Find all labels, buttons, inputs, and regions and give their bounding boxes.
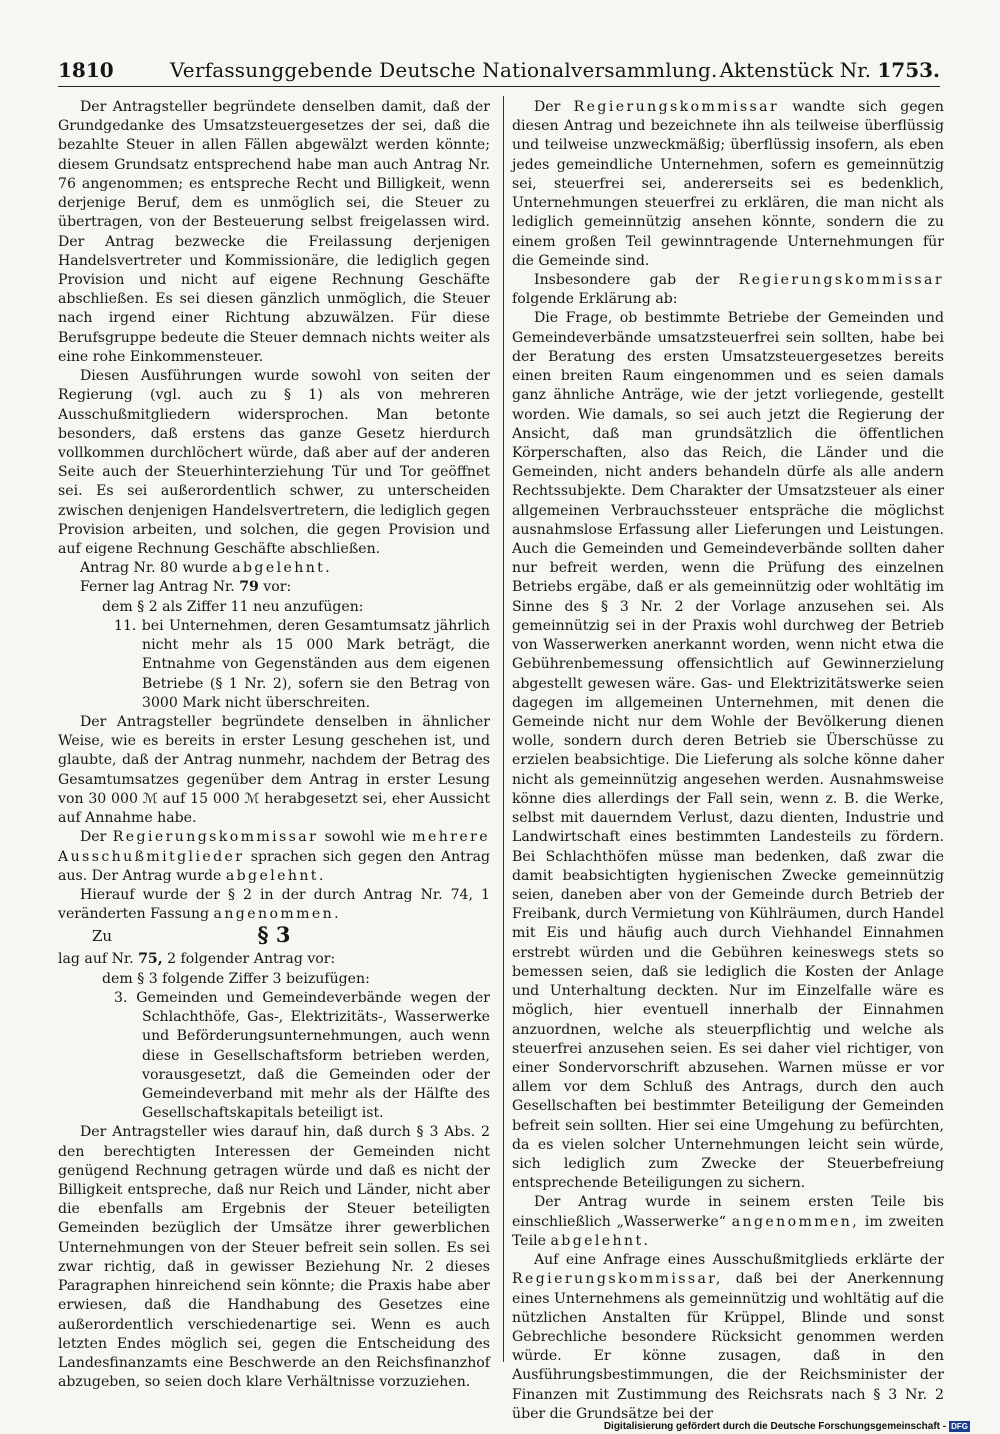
spaced-text: Regierungskommissar, <box>512 1271 723 1288</box>
right-column <box>512 98 944 1422</box>
document-number <box>720 58 940 82</box>
page-number: 1810 <box>58 58 114 82</box>
column-divider <box>503 96 504 1362</box>
text-run: Der <box>80 829 113 846</box>
paragraph: Diesen Ausführungen wurde sowohl von seiten der Regierung (vgl. auch zu § 1) als von mehreren Ausschußmitgliedern widersprochen. Man betonte besonders, daß erstens das ganze Gesetz hierdurch vollkommen durchlöchert würde, daß aber auf der anderen Seite auch der Steuerhinterziehung Tür und Tor geöffnet sei. Es sei außerordentlich schwer, zu unterscheiden zwischen denjenigen Handelsvertretern, die lediglich gegen Provision arbeiten, und solchen, die gegen Provision und auf eigene Rechnung Geschäfte abschließen. <box>58 368 490 558</box>
text-run: lag auf Nr. <box>58 951 139 968</box>
spaced-text: angenommen, <box>731 1213 860 1230</box>
left-column <box>58 98 490 1391</box>
paragraph <box>58 578 490 597</box>
text-run: Ferner lag Antrag Nr. <box>80 579 240 596</box>
text-run: sprachen sich gegen den Antrag aus. Der Antrag wurde <box>58 848 490 884</box>
text-run: Der Antrag wurde in seinem ersten Teile bis einschließlich „Wasserwerke“ <box>512 1194 944 1230</box>
text-run: folgende Erklärung ab: <box>512 291 678 308</box>
text-run: Hierauf wurde der § 2 in der durch Antrag Nr. 74, 1 veränderten Fassung <box>58 886 490 923</box>
text-run: wandte sich gegen diesen Antrag und bezeichnete ihn als teilweise überflüssig und teilweise unzweckmäßig; überflüssig insofern, als eben jedes gemeindliche Unternehmen, sofern es gemeinnützig sei, steuerfrei sei, andererseits sei es bedenklich, Unternehmungen steuerfrei zu erklären, die man nicht als lediglich gemeinnützig ansehen könnte, sondern die zu einem großen Teil gewinntragende Unternehmungen für die Gemeinde sind. <box>512 99 944 269</box>
motion-number: 79 <box>239 579 259 596</box>
paragraph: Der Antragsteller begründete denselben in ähnlicher Weise, wie es bereits in erster Lesung geschehen ist, und glaubte, daß der Antrag nunmehr, nachdem der Betrag des Gesamtumsatzes gegenüber dem Antrag in erster Lesung von 30 000 ℳ auf 15 000 ℳ herabgesetzt sei, eher Aussicht auf Annahme habe. <box>58 714 490 827</box>
header-rule <box>58 86 940 87</box>
motion-number: 75, <box>138 951 163 968</box>
text-run: sowohl wie <box>318 829 413 846</box>
paragraph: dem § 2 als Ziffer 11 neu anzufügen: <box>102 598 364 615</box>
document-number-value: 1753. <box>877 58 940 82</box>
text-run: Der <box>534 99 574 115</box>
paragraph <box>512 1193 944 1251</box>
section-title: § 3 <box>257 922 291 948</box>
document-label: Aktenstück Nr. <box>719 58 871 82</box>
text-run: Auf eine Anfrage eines Ausschußmitglieds erklärte der <box>534 1252 944 1269</box>
text-run: vor: <box>258 579 292 596</box>
spaced-text: angenommen. <box>213 906 341 923</box>
paragraph: Der Antragsteller begründete denselben damit, daß der Grundgedanke des Umsatzsteuergesetzes der sei, daß die bezahlte Steuer in allen Fällen abgewälzt werden könnte; diesem Grundsatz entsprechend habe man auch Antrag Nr. 76 angenommen; es entspreche Recht und Billigkeit, wenn derjenige Beruf, dem es unmöglich sei, die Steuer zu übertragen, von der Besteuerung selbst freigelassen wird. Der Antrag bezwecke die Freilassung derjenigen Handelsvertreter und Kommissionäre, die lediglich gegen Provision und nicht auf eigene Rechnung Geschäfte abschließen. Es sei diesen gänzlich unmöglich, die Steuer nach irgend einer Richtung abzuwälzen. Für diese Berufsgruppe bedeute die Steuer demnach nichts weiter als eine rohe Einkommensteuer. <box>58 99 490 365</box>
section-prefix: Zu <box>92 927 113 946</box>
spaced-text: abgelehnt. <box>225 867 326 884</box>
paragraph <box>58 828 490 886</box>
section-heading <box>58 922 490 949</box>
spaced-text: Regierungskommissar <box>112 829 319 846</box>
paragraph: dem § 3 folgende Ziffer 3 beizufügen: <box>102 970 370 987</box>
text-run: 2 folgender Antrag vor: <box>162 951 336 968</box>
text-run: Insbesondere gab der <box>534 271 739 288</box>
paragraph: Der Antragsteller wies darauf hin, daß durch § 3 Abs. 2 den berechtigten Interessen der Gemeinden nicht genügend Rechnung getragen würde und daß es nicht der Billigkeit entspreche, daß nur Reich und Länder, nicht aber die ebenfalls am Ergebnis der Steuer beteiligten Gemeinden bezüglich der Umsätze ihrer gewerblichen Unternehmungen von der Steuer befreit sein sollen. Es sei zwar richtig, daß in gewisser Beziehung Nr. 2 dieses Paragraphen hinreichend sein könnte; die Praxis habe aber erwiesen, daß die Handhabung des Gesetzes eine außerordentlich verschiedenartige sei. Wenn es auch letzten Endes möglich sei, gegen die Entscheidung des Landesfinanzamts eine Beschwerde an den Reichsfinanzhof abzugeben, so seien doch klare Verhältnisse vorzuziehen. <box>58 1124 490 1391</box>
dfg-logo: DFG <box>951 1421 968 1431</box>
running-title: Verfassunggebende Deutsche Nationalversammlung. <box>170 58 718 82</box>
paragraph: Die Frage, ob bestimmte Betriebe der Gemeinden und Gemeindeverbände umsatzsteuerfrei sein sollten, habe bei der Beratung des ersten Umsatzsteuergesetzes bereits einen breiten Raum eingenommen und es seien damals ganz ähnliche Anträge, wie der jetzt vorliegende, gestellt worden. Wie damals, so sei auch jetzt die Regierung der Ansicht, daß man grundsätzlich die öffentlichen Körperschaften, also das Reich, die Länder und die Gemeinden, nicht anders behandeln dürfe als alle andern Rechtssubjekte. Dem Charakter der Umsatzsteuer als einer allgemeinen Verbrauchssteuer entspräche die möglichst ausnahmslose Erfassung aller Lieferungen und Leistungen. Auch die Gemeinden und Gemeindeverbände sollten daher nur befreit werden, wenn die Prüfung des einzelnen Betriebs ergäbe, daß er als gemeinnützig oder wohltätig im Sinne des § 3 Nr. 2 der Vorlage anzusehen sei. Als gemeinnützig sei in der Praxis wohl durchweg der Betrieb von Wasserwerken anerkannt worden, wenn nicht etwa die Gebührenbemessung offensichtlich auf Gewinnerzielung abgestellt gewesen wäre. Gas- und Elektrizitätswerke seien dagegen im allgemeinen Unternehmen, mit denen die Gemeinde nicht nur dem Wohle der Bevölkerung dienen wolle, sondern durch deren Betrieb sie Überschüsse zu erzielen beabsichtige. Die Lieferung als solche könne daher nicht als gemeinnützig angesehen werden. Ausnahmsweise könne dies allerdings der Fall sein, wenn z. B. die Werke, selbst mit dauerndem Verlust, dazu dienten, Industrie und Landwirtschaft eines bestimmten Landesteils zu fördern. Bei Schlachthöfen müsse man bedenken, daß zwar die damit beabsichtigten hygienischen Zwecke gemeinnützig seien, daneben aber von der Gemeinde durch Betrieb der Freibank, durch Vermietung von Kühlräumen, durch Handel mit Eis und häufig auch durch Viehhandel Einnahmen erstrebt würden und die Gebühren keineswegs stets so bemessen seien, daß sie lediglich die Kosten der Anlage und Unterhaltung deckten. Nur im Einzelfalle wäre es möglich, hier eventuell innerhalb der Einnahmen anzuordnen, welche als steuerpflichtig und welche als steuerfrei anzusehen seien. Es sei daher viel richtiger, von einer Sondervorschrift abzusehen. Warnen müsse er vor allem vor dem Schluß des Antrags, durch den auch Gesellschaften bei bestimmter Beteiligung der Gemeinden befreit sein sollten. Hier sei eine Umgehung zu befürchten, da es vielen solcher Unternehmungen leicht sein würde, sich lediglich zum Zwecke der Steuerbefreiung entsprechende Beteiligungen zu sichern. <box>512 310 944 1192</box>
spaced-text: Regierungskommissar <box>738 271 944 288</box>
paragraph <box>512 98 944 271</box>
spaced-text: mehrere Ausschußmitglieder <box>58 829 490 865</box>
paragraph <box>512 1251 944 1424</box>
spaced-text: abgelehnt. <box>550 1232 651 1249</box>
text-run: Antrag Nr. 80 wurde <box>80 560 233 577</box>
paragraph <box>58 950 490 969</box>
text-run: im zweiten Teile <box>512 1213 944 1249</box>
paragraph <box>58 559 490 578</box>
list-item: 3. Gemeinden und Gemeindeverbände wegen der Schlachthöfe, Gas-, Elektrizitäts-, Wasserwerke und Beförderungsunternehmungen, auch wenn diese in Gesellschaftsform betrieben werden, vorausgesetzt, daß die Gemeinden oder der Gemeindeverband mit mehr als der Hälfte des Gesellschaftskapitals beteiligt ist. <box>114 989 490 1122</box>
paragraph <box>58 886 490 924</box>
page-header <box>58 56 940 86</box>
credit-text: Digitalisierung gefördert durch die Deutsche Forschungsgemeinschaft - <box>603 1420 947 1432</box>
spaced-text: abgelehnt. <box>232 560 333 577</box>
text-run: daß bei der Anerkennung eines Unternehmens als gemeinnützig und wohltätig auf die nützlichen Anstalten für Krüppel, Blinde und sonst Gebrechliche besondere Rücksicht genommen werden würde. Er könne zusagen, daß in den Ausführungsbestimmungen, die der Reichsminister der Finanzen mit Zustimmung des Reichsrats nach § 3 Nr. 2 über die Grundsätze bei der <box>512 1271 944 1422</box>
spaced-text: Regierungskommissar <box>573 99 780 115</box>
list-item: 11. bei Unternehmen, deren Gesamtumsatz jährlich nicht mehr als 15 000 Mark beträgt, die Entnahme von Gegenständen aus dem eigenen Betriebe (§ 1 Nr. 2), sofern sie den Betrag von 3000 Mark nicht überschreiten. <box>114 617 490 711</box>
digitization-credit <box>604 1420 970 1432</box>
paragraph <box>512 271 944 309</box>
